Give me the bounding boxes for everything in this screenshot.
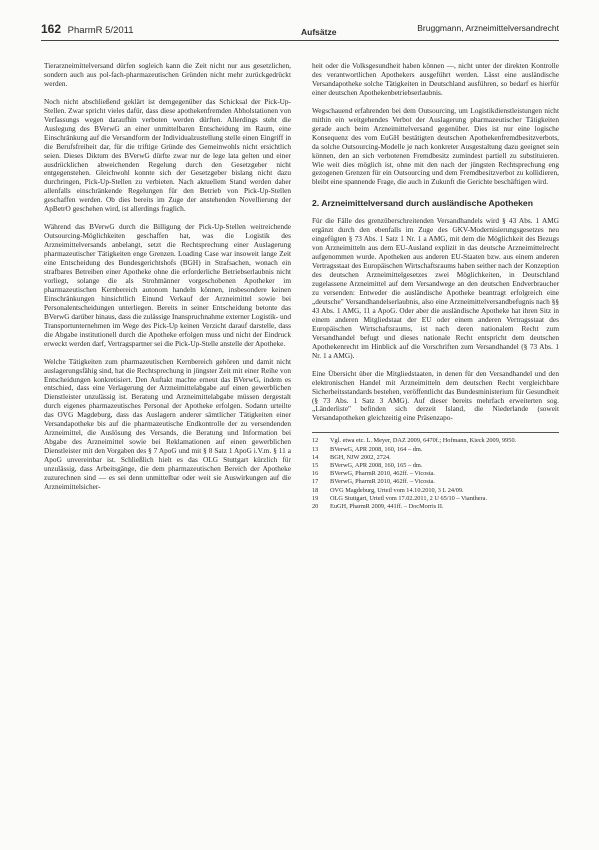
footnote [312,495,559,503]
page-header [41,18,559,41]
footnote-number: 18 [312,486,319,494]
paragraph: Tierarzneimittelversand dürfen sogleich kann die Zeit nicht nur aus gesetzlichen, sondern auch aus pol-fach-pharmazeutischen Gründen nicht mehr zurückgedrückt werden. [44,61,291,88]
footnote-text: OLG Stuttgart, Urteil vom 17.02.2011, 2 U 65/10 – Vianthera. [330,494,488,502]
footnote-number: 20 [312,502,319,510]
footnote-text: BVerwG, APR 2008, 160, 164 – dm. [330,445,423,453]
paragraph: Welche Tätigkeiten zum pharmazeutischen Kernbereich gehören und damit nicht auslagerungsfähig sind, hat die Rechtsprechung in jüngster Zeit mit einer Reihe von Entscheidungen konkretisiert. Den Auftakt machte erneut das BVerwG, indem es entschied, dass eine Verlagerung der Arzneimittelabgabe auf einen gewerblichen Dienstleister unzulässig ist. Beratung und Arzneimittelabgabe müssen dergestalt durch eigenes pharmazeutisches Personal der Apotheke erfolgen. Sodann urteilte das OVG Magdeburg, dass das Auslagern anderer sämtlicher Tätigkeiten einer Versandapotheke bis auf die pharmazeutische Endkontrolle der zu versendenden Arzneimittel, die Auslösung des Versands, die Beratung und Information bei Abgabe des Arzneimittel sowie bei Reklamationen auf einen gewerblichen Dienstleister mit den Vorgaben des § 7 ApoG und mit § 8 Satz 1 ApoG i.V.m. § 11 a ApoG unvereinbar ist. Schließlich hielt es das OLG Stuttgart kürzlich für unzulässig, dass Arbeitsgänge, die dem pharmazeutischen Bereich der Apotheke zuzurechnen sind — es sei denn unmittelbar oder weit sie Auswirkungen auf die Arzneimittelsicher- [44,356,291,491]
footnote-text: BVerwG, APR 2008, 160, 165 – dm. [330,461,423,469]
footnote-text: BVerwG, PharmR 2010, 462ff. – Vicosta. [330,478,435,486]
footnote-divider [312,432,559,433]
paragraph: Für die Fälle des grenzüberschreitenden Versandhandels wird § 43 Abs. 1 AMG ergänzt durch den ebenfalls im Zuge des GKV-Modernisierungsgesetzes neu eingefügten § 73 Abs. 1 Satz 1 Nr. 1 a AMG, mit dem die Möglichkeit des Bezugs von Arzneimitteln aus dem EU-Ausland explizit in das deutsche Arzneimittelrecht aufgenommen wurde. Apotheken aus anderen EU-Staaten bzw. aus einem anderen Vertragsstaat des Europäischen Wirtschaftsraums haben seither nach der Konzeption des deutschen Arzneimittelgesetzes zwei Möglichkeiten, in Deutschland zugelassene Arzneimittel auf dem Versandwege an den deutschen Endverbraucher zu versenden: Entweder die ausländische Apotheke beantragt erfolgreich eine „deutsche" Versandhandelserlaubnis, also eine Arzneimittelversandbefugnis nach §§ 43 Abs. 1 AMG, 11 a ApoG. Oder aber die ausländische Apotheke hat ihren Sitz in einem anderen Mitgliedstaat der EU oder einem anderen Vertragsstaat des Europäischen Wirtschaftsraums, ist nach deren nationalem Recht zum Versandhandel befugt und dieses nationale Recht entspricht dem deutschen Apothekenrecht im Hinblick auf die Vorschriften zum Versandhandel (§ 73 Abs. 1 Nr. 1 a AMG). [312,216,559,360]
footnote-number: 17 [312,478,319,486]
paragraph: Noch nicht abschließend geklärt ist demgegenüber das Schicksal der Pick-Up-Stellen. Zwar spricht vieles dafür, dass diese apothekenfremden Abholstationen von Verfassungs wegen daraufhin verboten werden dürften. Allerdings steht die Auslegung des BVerwG an einer unmittelbaren Entscheidung im Raum, eine Einschränkung auf die Versandform der Individualzustellung stelle einen Eingriff in die Berufsfreiheit dar, für die triftige Gründe des Gemeinwohls nicht ersichtlich seien. Dieses Diktum des BVerwG dürfte zwar nur de lege lata gelten und einer ausdrücklichen abweichenden Regelung durch den Gesetzgeber nicht entgegenstehen. Gleichwohl konnte sich der Gesetzgeber bislang nicht dazu durchringen, Pick-Up-Stellen zu verbieten. Nach aktuellem Stand werden daher allenfalls einschränkende Regelungen für den Betrieb von Pick-Up-Stellen geschaffen werden. Ob dies bereits im Zuge der anstehenden Novellierung der ApBetrO geschehen wird, ist allerdings fraglich. [44,96,291,214]
footnote [312,462,559,470]
footnote [312,487,559,495]
footnote-number: 16 [312,470,319,478]
paragraph: Wegschauend erfahrenden bei dem Outsourcing, um Logistikdienstleistungen nicht mithin ein weitgehendes Verbot der Auslagerung pharmazeutischer Tätigkeiten gerade auch beim Arzneimittelversand gegenüber. Dies ist nur eine logische Konsequenz des vom EuGH bestätigten deutschen Apothekenfremdbesitzverbots, da solche Outsourcing-Modelle je nach konkreter Ausgestaltung dazu geeignet sein können, den an sich verbotenen Fremdbesitz zumindest partiell zu substituieren. Wie weit dies möglich ist, ohne mit den nach der jüngsten Rechtsprechung eng gezogenen Grenzen für ein Outsourcing und dem Fremdbesitzverbot zu kollidieren, bleibt eine spannende Frage, die auch in Zukunft die Gerichte beschäftigen wird. [312,105,559,187]
footnote [312,503,559,511]
paragraph: Eine Übersicht über die Mitgliedstaaten, in denen für den Versandhandel und den elektronischen Handel mit Arzneimitteln dem deutschen Recht vergleichbare Sicherheitsstandards bestehen, veröffentlicht das Bundesministerium für Gesundheit (§ 73 Abs. 1 Satz 3 AMG). Auf dieser bereits mehrfach erweiterten sog. „Länderliste" befinden sich derzeit Island, die Niederlande (soweit Versandapotheken gleichzeitig eine Präsenzapo- [312,368,559,423]
header-left [41,22,134,36]
footnote [312,454,559,462]
footnote-number: 12 [312,437,319,445]
footnote-text: Vgl. etwa etc. L. Meyer, DAZ 2009, 6470f.; Hofmann, Kieck 2009, 9950. [330,437,517,445]
paragraph: heit oder die Volksgesundheit haben können —, nicht unter der direkten Kontrolle des verantwortlichen Apothekers ausgeführt werden. Lässt eine ausländische Versandapotheke solche Tätigkeiten in Deutschland ausführen, so bedarf es hierfür einer deutschen Apothekenbetriebserlaubnis. [312,61,559,97]
footnote-number: 13 [312,445,319,453]
footnote-number: 15 [312,461,319,469]
footnotes [312,437,559,511]
footnote-text: BVerwG, PharmR 2010, 462ff. – Vicosta. [330,470,435,478]
footnote [312,478,559,486]
journal-name: PharmR 5/2011 [67,25,134,36]
running-title: Bruggmann, Arzneimittelversandrecht [417,23,559,33]
section-heading: 2. Arzneimittelversand durch ausländische Apotheken [312,198,533,209]
footnote-number: 14 [312,453,319,461]
footnote [312,470,559,478]
paragraph: Während das BVerwG durch die Billigung der Pick-Up-Stellen weitreichende Outsourcing-Möglichkeiten geschaffen hat, was die Logistik des Arzneimittelversands anbelangt, setzt die Rechtsprechung einer Auslagerung pharmazeutischer Tätigkeiten enge Grenzen. Loading Case war insoweit lange Zeit eine Entscheidung des Bundesgerichtshofs (BGH) in Strafsachen, wonach ein strafbares Betreiben einer Apotheke ohne die erforderliche Betriebserlaubnis nicht vorliegt, solange die als Strohmänner vorgeschobenen Apotheker im pharmazeutischen Kernbereich autonom handeln können, insbesondere keinen Einschränkungen hinsichtlich Einund Verkauf der Arzneimittel sowie bei Personalentscheidungen unterliegen. Bereits in seiner Entscheidung betonte das BVerwG darüber hinaus, dass die zulässige Inanspruchnahme externer Logistik- und Transportunternehmen im Wege des Pick-Up keinen Verzicht darauf darstelle, dass die Abgabe institutionell durch die Apotheke erfolgen muss und nicht der Eindruck erweckt werden darf, Vertragspartner sei die Pick-Up-Stelle anstelle der Apotheke. [44,222,291,348]
right-column [312,62,559,511]
section-label: Aufsätze [301,27,337,37]
left-column [44,62,291,501]
page-number: 162 [41,22,62,36]
footnote-text: BGH, NJW 2002, 2724. [330,453,391,461]
footnote-text: EuGH, PharmR 2009, 441ff. – DocMorris II. [330,502,444,510]
footnote [312,437,559,445]
footnote-text: OVG Magdeburg, Urteil vom 14.10.2010, 3 L 24/09. [330,486,464,494]
footnote [312,446,559,454]
footnote-number: 19 [312,494,319,502]
